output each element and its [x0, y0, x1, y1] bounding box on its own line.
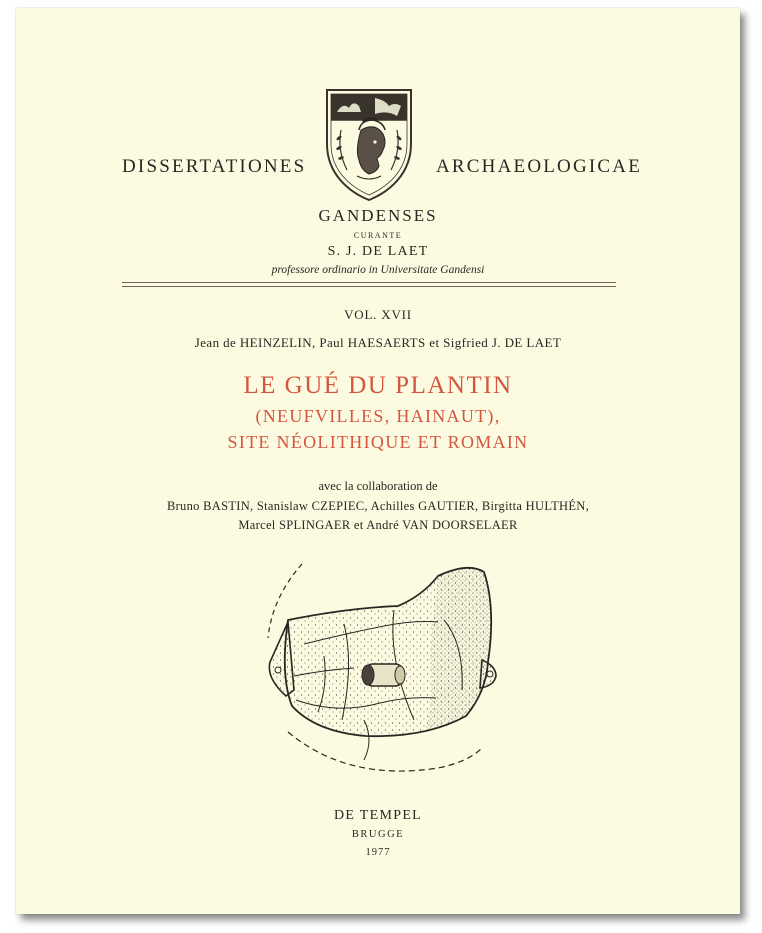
pottery-vessel-drawing — [244, 560, 504, 792]
series-editor: S. J. DE LAET — [327, 244, 429, 259]
series-title-right: ARCHAEOLOGICAE — [436, 156, 643, 177]
book-title: LE GUÉ DU PLANTIN — [243, 372, 513, 399]
editor-affiliation: professore ordinario in Universitate Gandensi — [271, 264, 485, 276]
volume-number: VOL. XVII — [344, 307, 412, 322]
divider-rule-bottom — [122, 286, 616, 287]
series-title-gandenses: GANDENSES — [318, 206, 438, 225]
book-subtitle-location: (NEUFVILLES, HAINAUT), — [255, 406, 501, 426]
publication-year: 1977 — [365, 847, 391, 858]
collaborators-line-1: Bruno BASTIN, Stanislaw CZEPIEC, Achilles GAUTIER, Birgitta HULTHÉN, — [166, 499, 590, 513]
curante-label: CURANTE — [353, 231, 403, 240]
university-crest-icon — [323, 86, 415, 204]
book-subtitle-site: SITE NÉOLITHIQUE ET ROMAIN — [227, 432, 529, 452]
collaborators-line-2: Marcel SPLINGAER et André VAN DOORSELAER — [238, 518, 518, 532]
authors-line: Jean de HEINZELIN, Paul HAESAERTS et Sigfried J. DE LAET — [194, 335, 562, 350]
publisher-name: DE TEMPEL — [333, 808, 423, 823]
publisher-city: BRUGGE — [351, 829, 405, 840]
collaboration-intro: avec la collaboration de — [318, 479, 438, 493]
series-title-left: DISSERTATIONES — [122, 156, 307, 177]
divider-rule-top — [122, 282, 616, 283]
book-cover — [16, 8, 740, 914]
